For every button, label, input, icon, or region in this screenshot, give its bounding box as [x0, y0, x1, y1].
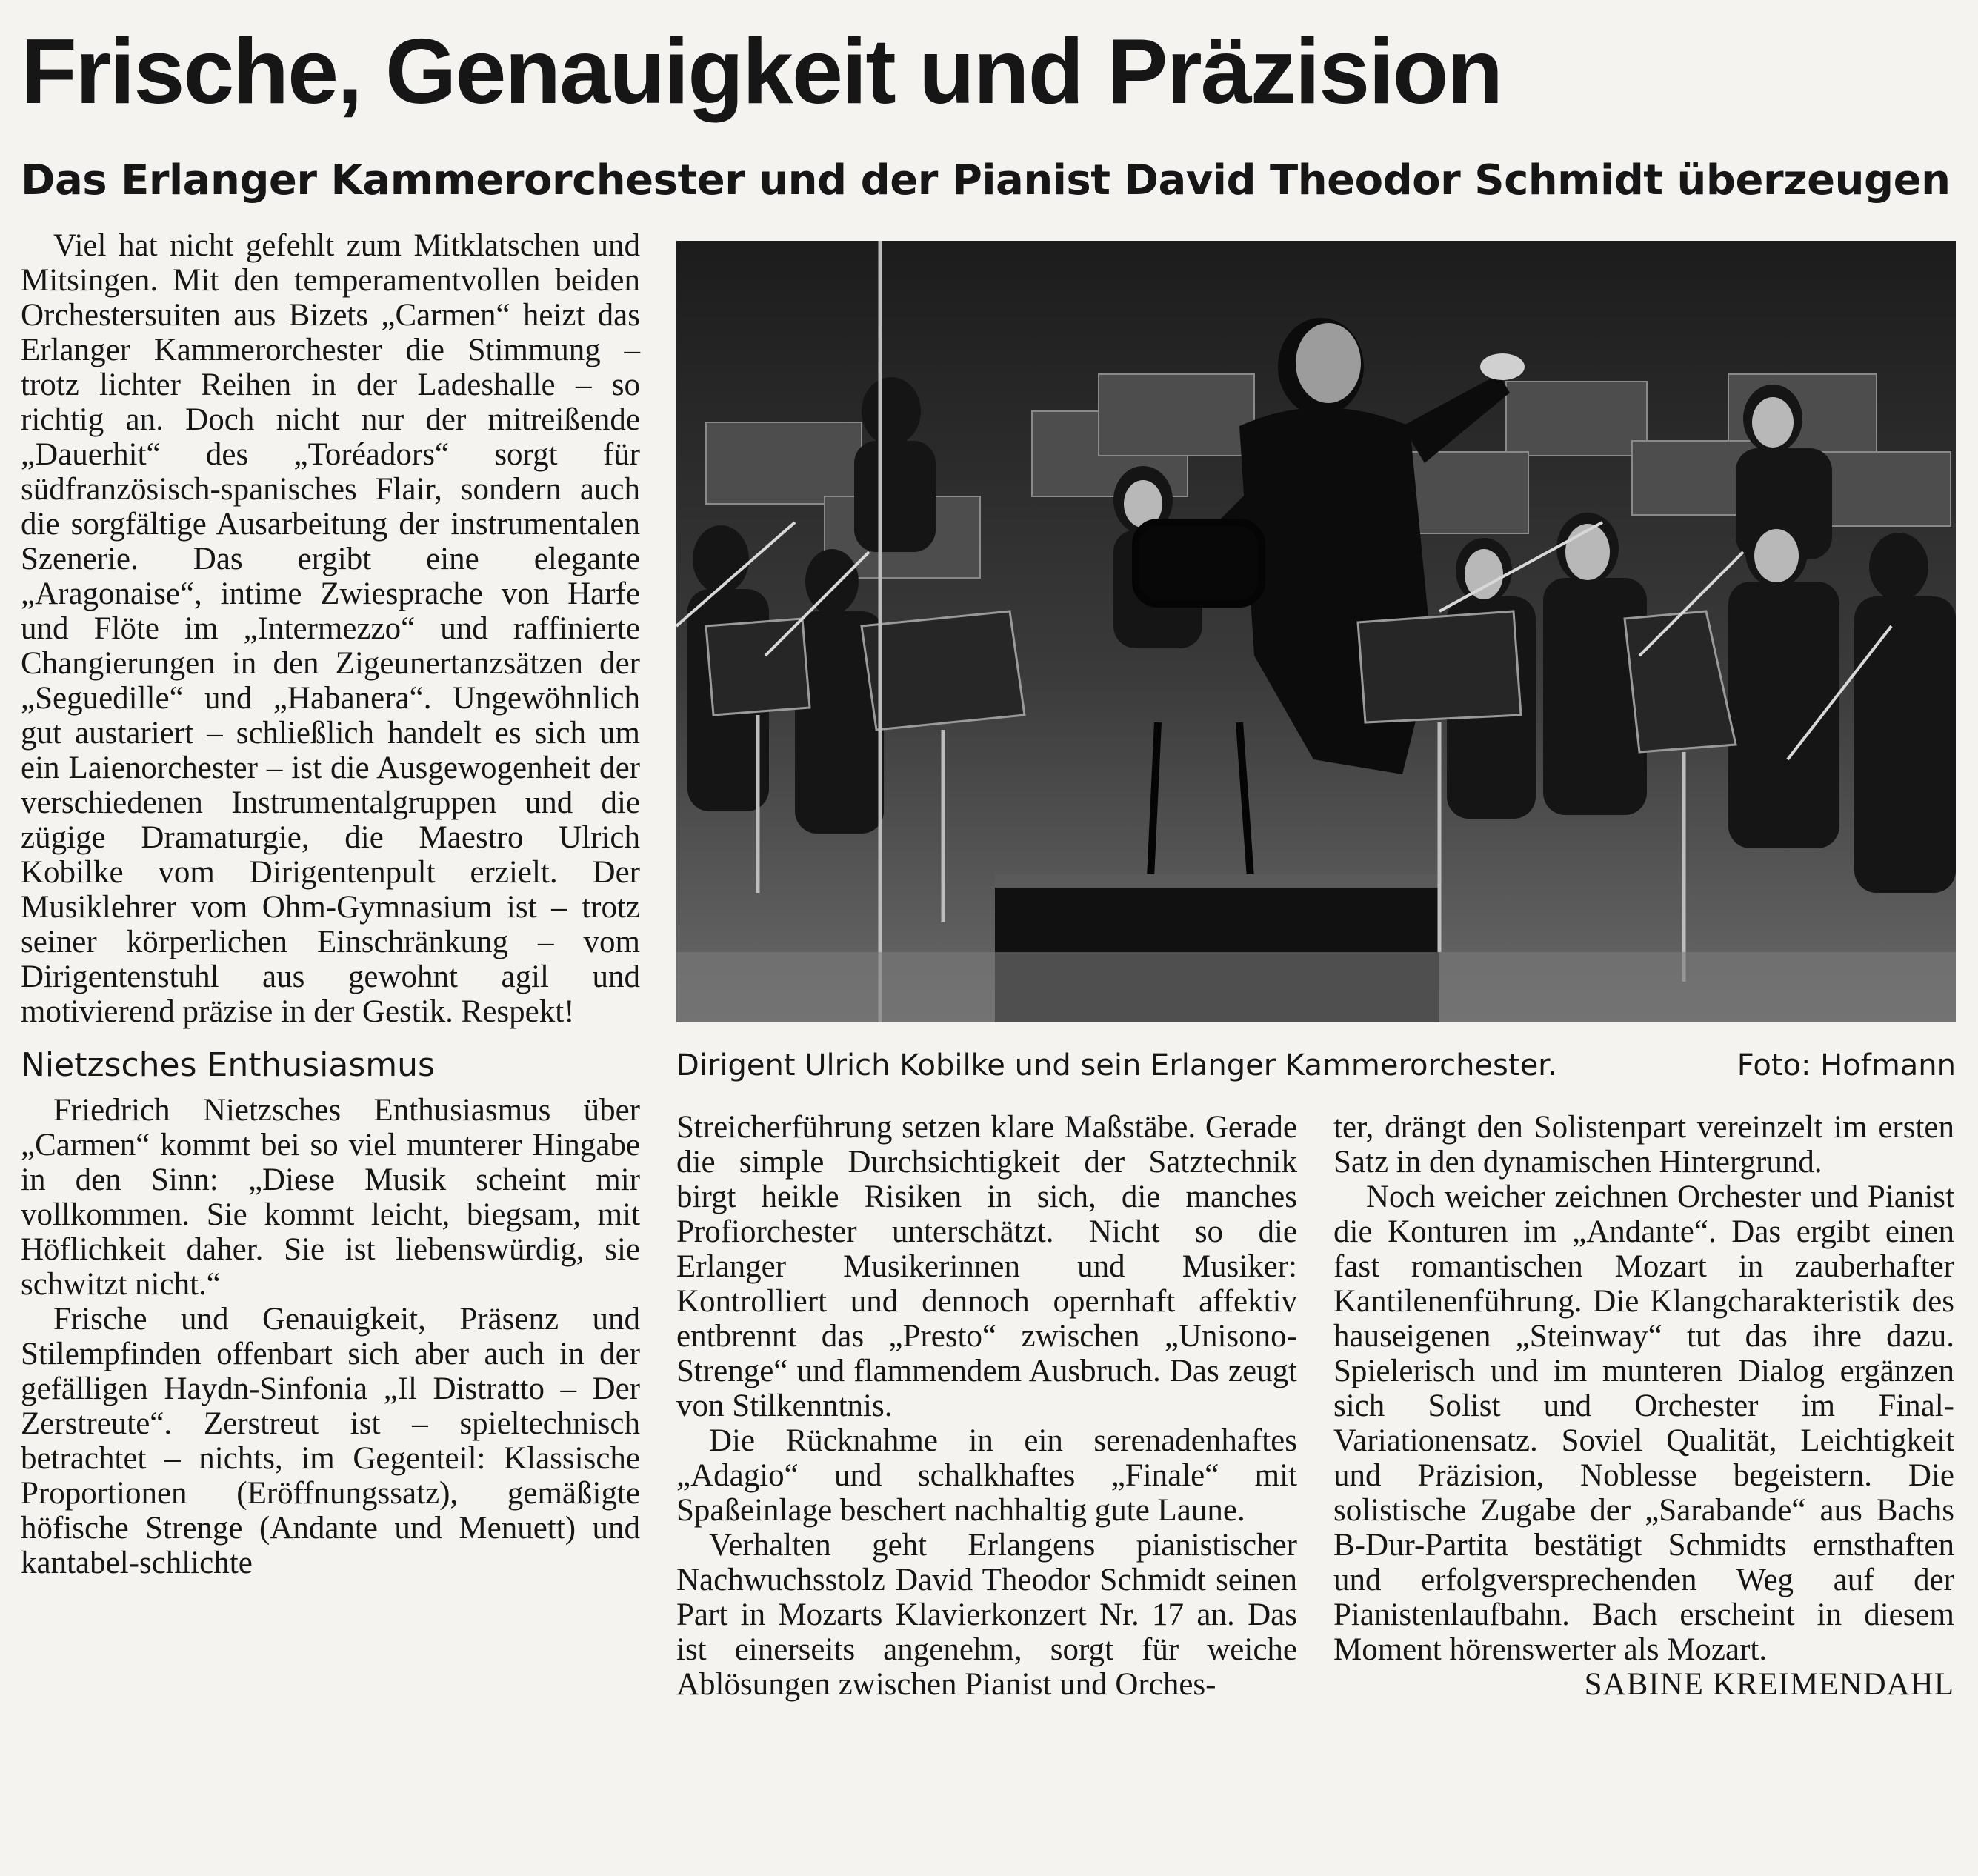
paragraph: Frische und Genauigkeit, Präsenz und Stilempfinden offenbart sich aber auch in der gefälligen Haydn-Sinfonia „Il Distratto – Der Zerstreute“. Zerstreut ist – spieltechnisch betrachtet – nichts, im Gegenteil: Klassische Proportionen (Eröffnungssatz), gemäßigte höfische Strenge (Andante und Menuett) und kantabel-schlichte — [21, 1302, 640, 1580]
section-subhead: Nietzsches Enthusiasmus — [21, 1046, 435, 1084]
paragraph: Friedrich Nietzsches Enthusiasmus über „Carmen“ kommt bei so viel munterer Hingabe in den Sinn: „Diese Musik scheint mir vollkommen. Sie kommt leicht, biegsam, mit Höflichkeit daher. Sie ist liebenswürdig, sie schwitzt nicht.“ — [21, 1093, 640, 1302]
paragraph: Noch weicher zeichnen Orchester und Pianist die Konturen im „Andante“. Das ergibt einen fast romantischen Mozart in zauberhafter Kantilenenführung. Die Klangcharakteristik des hauseigenen „Steinway“ tut das ihre dazu. Spielerisch und im munteren Dialog ergänzen sich Solist und Orchester im Final-Variationensatz. Soviel Qualität, Leichtigkeit und Präzision, Noblesse begeistern. Die solistische Zugabe der „Sarabande“ aus Bachs B-Dur-Partita bestätigt Schmidts ernsthaften und erfolgversprechenden Weg auf der Pianistenlaufbahn. Bach erscheint in diesem Moment hörenswerter als Mozart. — [1333, 1180, 1954, 1667]
photo-caption — [676, 1043, 1956, 1088]
paragraph: Viel hat nicht gefehlt zum Mitklatschen und Mitsingen. Mit den temperamentvollen beiden Orchestersuiten aus Bizets „Carmen“ heizt das Erlanger Kammerorchester die Stimmung – trotz lichter Reihen in der Ladeshalle – so richtig an. Doch nicht nur der mitreißende „Dauerhit“ des „Toréadors“ sorgt für südfranzösisch-spanisches Flair, sondern auch die sorgfältige Ausarbeitung der instrumentalen Szenerie. Das ergibt eine elegante „Aragonaise“, intime Zwiesprache von Harfe und Flöte im „Intermezzo“ und raffinierte Changierungen in den Zigeunertanzsätzen der „Seguedille“ und „Habanera“. Ungewöhnlich gut austariert – schließlich handelt es sich um ein Laienorchester – ist die Ausgewogenheit der verschiedenen Instrumentalgruppen und die zügige Dramaturgie, die Maestro Ulrich Kobilke vom Dirigentenpult erzielt. Der Musiklehrer vom Ohm-Gymnasium ist – trotz seiner körperlichen Einschränkung – vom Dirigentenstuhl aus gewohnt agil und motivierend präzise in der Gestik. Respekt! — [21, 228, 640, 1029]
paragraph: Verhalten geht Erlangens pianistischer Nachwuchsstolz David Theodor Schmidt seinen Part in Mozarts Klavierkonzert Nr. 17 an. Das ist einerseits angenehm, sorgt für weiche Ablösungen zwischen Pianist und Orches- — [676, 1528, 1297, 1702]
subheadline: Das Erlanger Kammerorchester und der Pianist David Theodor Schmidt überzeugen — [21, 156, 1951, 204]
article-column-2 — [676, 1110, 1297, 1702]
caption-text: Dirigent Ulrich Kobilke und sein Erlanger Kammerorchester. — [676, 1048, 1557, 1082]
paragraph: ter, drängt den Solistenpart vereinzelt im ersten Satz in den dynamischen Hintergrund. — [1333, 1110, 1954, 1180]
author-byline: SABINE KREIMENDAHL — [1584, 1667, 1954, 1702]
paragraph: Die Rücknahme in ein serenadenhaftes „Adagio“ und schalkhaftes „Finale“ mit Spaßeinlage beschert nachhaltig gute Laune. — [676, 1423, 1297, 1528]
article-column-3 — [1333, 1110, 1954, 1702]
headline: Frische, Genauigkeit und Präzision — [21, 21, 1502, 123]
article-column-1 — [21, 228, 640, 1580]
concert-photo — [676, 241, 1956, 1022]
photo-credit: Foto: Hofmann — [1736, 1048, 1956, 1082]
paragraph: Streicherführung setzen klare Maßstäbe. Gerade die simple Durchsichtigkeit der Satztechnik birgt heikle Risiken in sich, die manches Profiorchester unterschätzt. Nicht so die Erlanger Musikerinnen und Musiker: Kontrolliert und dennoch opernhaft affektiv entbrennt das „Presto“ zwischen „Unisono-Strenge“ und flammendem Ausbruch. Das zeugt von Stilkenntnis. — [676, 1110, 1297, 1423]
orchestra-photo-illustration — [676, 241, 1956, 1022]
